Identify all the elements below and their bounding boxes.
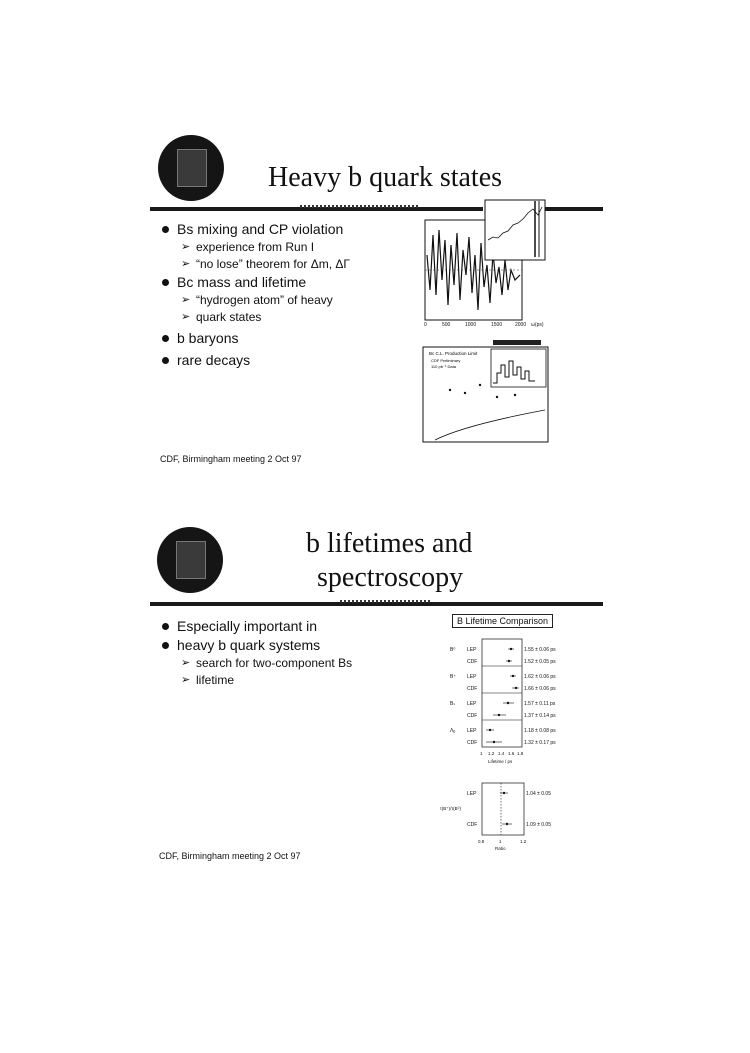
ratio-value: 1.09 ± 0.05 [526,822,551,828]
exp-label: CDF [467,822,478,828]
slide-2-bullets [160,617,410,689]
plot-title: Bc C.L. Production Limit [429,351,478,356]
slide-1-footer: CDF, Birmingham meeting 2 Oct 97 [160,454,302,464]
bullet: rare decays [160,351,400,369]
exp-label: LEP [467,701,477,707]
exp-label: LEP [467,791,477,797]
exp-label: CDF [467,686,478,692]
mixing-amplitude-plot [395,195,555,335]
axis-tick: 1.2 [488,751,495,756]
lifetime-value: 1.32 ± 0.17 ps [524,740,556,746]
comparison-title: B Lifetime Comparison [452,614,553,628]
lifetime-value: 1.57 ± 0.11 ps [524,701,556,707]
axis-tick: 1 [480,751,483,756]
x-tick: 2000 [515,322,527,328]
x-tick: 500 [442,322,451,328]
exp-label: LEP [467,674,477,680]
slide-1-bullets [160,220,400,370]
bullet: Especially important in [160,617,410,635]
particle-label: B⁺ [450,674,456,680]
slide-2-footer: CDF, Birmingham meeting 2 Oct 97 [159,851,301,861]
bc-limit-plot [405,335,555,455]
x-axis-label: ω(ps) [531,322,544,328]
exp-label: CDF [467,713,478,719]
ratio-axis-label: Ratio [495,846,506,851]
particle-label: Λᵦ [450,728,456,734]
cdf-logo-icon [157,527,223,593]
sub-bullet: ➢ experience from Run I [160,239,400,255]
axis-tick: 1.6 [508,751,515,756]
lifetime-value: 1.37 ± 0.14 ps [524,713,556,719]
lifetime-comparison-chart [440,635,580,855]
legend-entry: CDF Preliminary [431,358,461,363]
exp-label: LEP [467,728,477,734]
exp-label: CDF [467,740,478,746]
lifetime-value: 1.18 ± 0.08 ps [524,728,556,734]
title-rule-dots [340,600,430,603]
lifetime-value: 1.62 ± 0.06 ps [524,674,556,680]
slide-1-title: Heavy b quark states [268,162,503,193]
sub-bullet-continuation: ➢ quark states [160,309,400,325]
cdf-logo-icon [158,135,224,201]
x-tick: 1500 [491,322,503,328]
slide-2-title-line2: spectroscopy [317,562,464,593]
lifetime-value: 1.55 ± 0.06 ps [524,647,556,653]
bullet-continuation: heavy b quark systems [160,636,410,654]
legend-entry: 110 pb⁻¹ Data [431,364,456,369]
bullet: Bc mass and lifetime [160,273,400,291]
axis-tick: 1.4 [498,751,505,756]
ratio-value: 1.04 ± 0.05 [526,791,551,797]
x-tick: 0 [424,322,427,328]
lifetime-value: 1.66 ± 0.06 ps [524,686,556,692]
particle-label: Bₛ [450,701,456,707]
x-tick: 1000 [465,322,477,328]
sub-bullet: ➢ search for two-component Bs [160,655,410,671]
lifetime-value: 1.52 ± 0.05 ps [524,659,556,665]
ratio-tick: 0.8 [478,839,485,844]
axis-label: Lifetime / ps [488,759,513,764]
slide-2-title-line1: b lifetimes and [306,528,473,559]
sub-bullet-continuation: ➢ lifetime [160,672,410,688]
sub-bullet: ➢ “hydrogen atom” of heavy [160,292,400,308]
bullet: Bs mixing and CP violation [160,220,400,238]
exp-label: LEP [467,647,477,653]
ratio-tick: 1.2 [520,839,527,844]
ratio-tick: 1 [499,839,502,844]
ratio-label: τ(B⁺)/τ(B⁰) [440,806,461,811]
exp-label: CDF [467,659,478,665]
sub-bullet: ➢ “no lose” theorem for Δm, ΔΓ [160,256,400,272]
axis-tick: 1.8 [517,751,524,756]
bullet: b baryons [160,329,400,347]
particle-label: B⁰ [450,647,456,653]
